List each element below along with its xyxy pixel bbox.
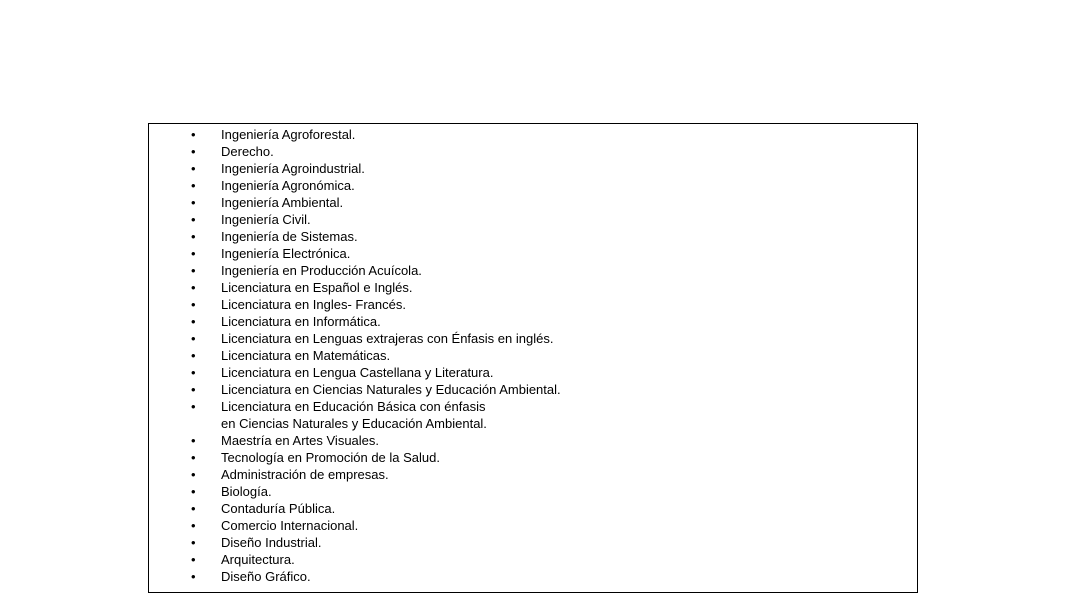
bullet-icon: • — [191, 263, 196, 278]
list-item-text: Ingeniería Agroforestal. — [221, 127, 356, 142]
list-item — [149, 313, 917, 330]
list-item-text: Administración de empresas. — [221, 467, 389, 482]
list-item-text: Ingeniería de Sistemas. — [221, 229, 358, 244]
list-item-text: Comercio Internacional. — [221, 518, 359, 533]
bullet-icon: • — [191, 467, 196, 482]
bullet-icon: • — [191, 552, 196, 567]
list-item — [149, 483, 917, 500]
list-item — [149, 551, 917, 568]
list-item — [149, 432, 917, 449]
bullet-icon: • — [191, 178, 196, 193]
list-item — [149, 126, 917, 143]
list-item-text: en Ciencias Naturales y Educación Ambiental. — [221, 416, 487, 431]
list-item — [149, 381, 917, 398]
list-item — [149, 296, 917, 313]
list-item-text: Licenciatura en Ingles- Francés. — [221, 297, 406, 312]
list-item — [149, 347, 917, 364]
bullet-icon: • — [191, 280, 196, 295]
bullet-icon: • — [191, 229, 196, 244]
list-item — [149, 364, 917, 381]
list-item-text: Licenciatura en Matemáticas. — [221, 348, 391, 363]
list-item — [149, 262, 917, 279]
bullet-icon: • — [191, 144, 196, 159]
list-item — [149, 211, 917, 228]
program-list — [149, 126, 917, 585]
bullet-icon: • — [191, 501, 196, 516]
list-item-text: Licenciatura en Lenguas extrajeras con Énfasis en inglés. — [221, 331, 554, 346]
list-item — [149, 160, 917, 177]
bullet-icon: • — [191, 382, 196, 397]
bullet-icon: • — [191, 212, 196, 227]
list-item — [149, 143, 917, 160]
bullet-icon: • — [191, 331, 196, 346]
list-item — [149, 279, 917, 296]
list-item-text: Maestría en Artes Visuales. — [221, 433, 380, 448]
list-item — [149, 330, 917, 347]
list-item — [149, 245, 917, 262]
bullet-icon: • — [191, 569, 196, 584]
bullet-icon: • — [191, 161, 196, 176]
list-item-text: Ingeniería Civil. — [221, 212, 311, 227]
list-item-text: Contaduría Pública. — [221, 501, 336, 516]
bullet-icon: • — [191, 365, 196, 380]
bullet-icon: • — [191, 535, 196, 550]
bullet-icon: • — [191, 195, 196, 210]
list-item-text: Arquitectura. — [221, 552, 295, 567]
list-item — [149, 517, 917, 534]
list-item-text: Licenciatura en Español e Inglés. — [221, 280, 413, 295]
list-item — [149, 500, 917, 517]
bullet-icon: • — [191, 518, 196, 533]
bullet-icon: • — [191, 399, 196, 414]
bullet-icon: • — [191, 246, 196, 261]
list-item-text: Licenciatura en Ciencias Naturales y Educación Ambiental. — [221, 382, 561, 397]
list-item — [149, 194, 917, 211]
list-item-text: Derecho. — [221, 144, 274, 159]
list-item — [149, 568, 917, 585]
bullet-icon: • — [191, 484, 196, 499]
list-item — [149, 228, 917, 245]
bullet-icon: • — [191, 348, 196, 363]
bullet-icon: • — [191, 450, 196, 465]
list-item-text: Licenciatura en Lengua Castellana y Literatura. — [221, 365, 494, 380]
list-item-text: Ingeniería Ambiental. — [221, 195, 344, 210]
list-item-text: Diseño Gráfico. — [221, 569, 311, 584]
list-item-text: Diseño Industrial. — [221, 535, 322, 550]
list-item — [149, 398, 917, 432]
list-item-text: Licenciatura en Informática. — [221, 314, 381, 329]
list-item-text: Ingeniería Agroindustrial. — [221, 161, 365, 176]
document-bordered-box — [148, 123, 918, 593]
list-item — [149, 466, 917, 483]
list-item — [149, 177, 917, 194]
list-item-text: Licenciatura en Educación Básica con énfasis — [221, 399, 486, 414]
list-item-text: Ingeniería Electrónica. — [221, 246, 351, 261]
list-item-text: Ingeniería Agronómica. — [221, 178, 355, 193]
bullet-icon: • — [191, 314, 196, 329]
bullet-icon: • — [191, 127, 196, 142]
list-item-text: Ingeniería en Producción Acuícola. — [221, 263, 422, 278]
bullet-icon: • — [191, 297, 196, 312]
bullet-icon: • — [191, 433, 196, 448]
list-item-text: Biología. — [221, 484, 272, 499]
list-item — [149, 449, 917, 466]
list-item — [149, 534, 917, 551]
list-item-text: Tecnología en Promoción de la Salud. — [221, 450, 440, 465]
